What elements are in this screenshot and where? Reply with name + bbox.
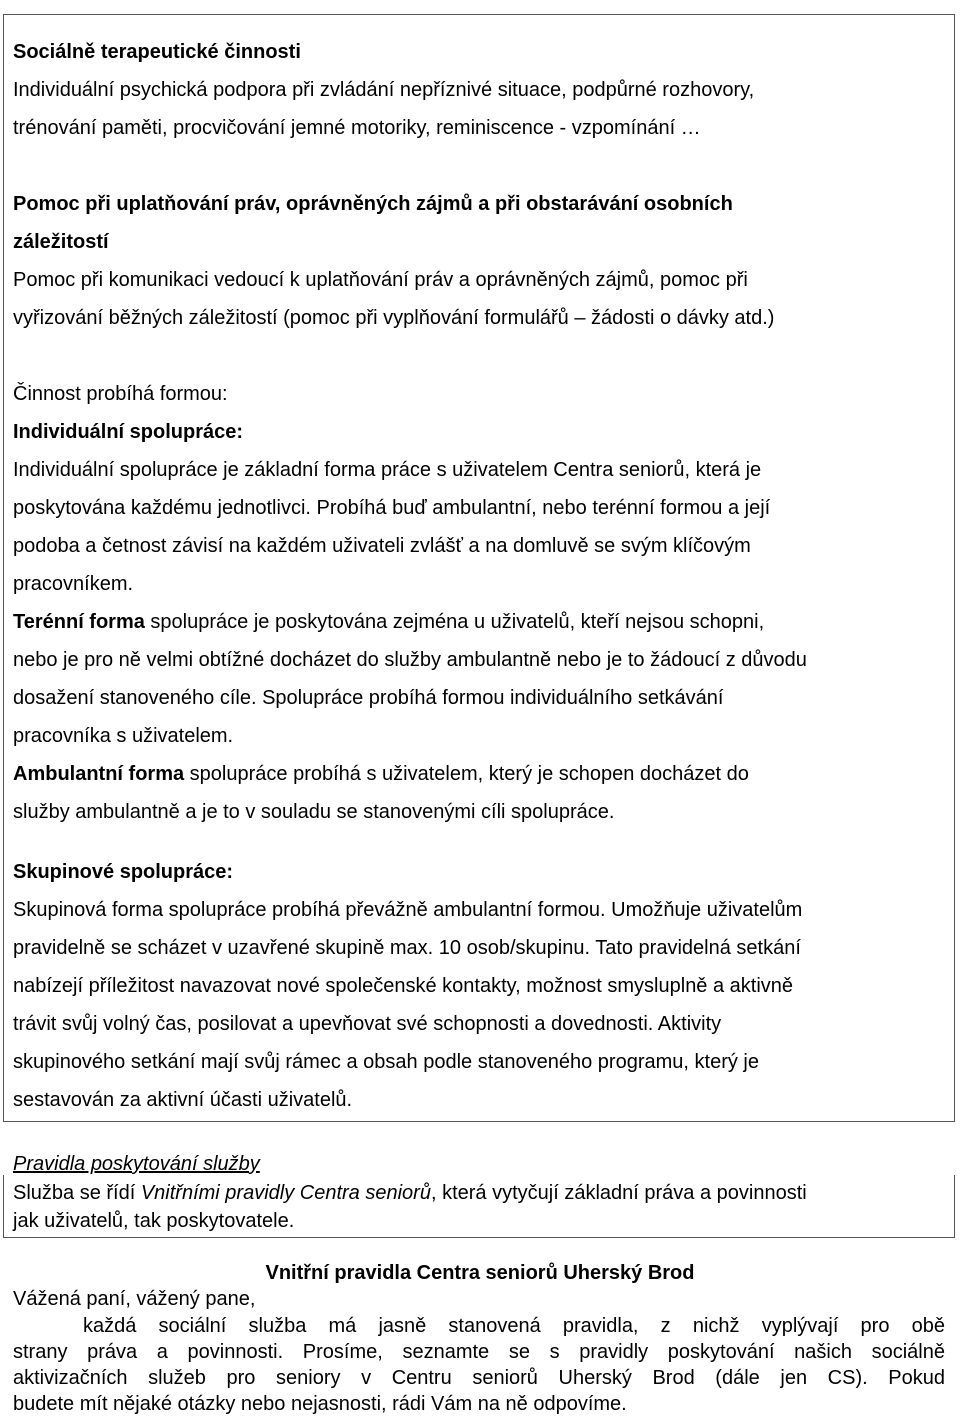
text-line: pracovníka s uživatelem. <box>13 725 234 747</box>
text-line: trénování paměti, procvičování jemné motoriky, reminiscence - vzpomínání … <box>13 117 701 139</box>
text-line: skupinového setkání mají svůj rámec a obsah podle stanoveného programu, který je <box>13 1051 759 1073</box>
section-rights-assistance <box>13 185 933 337</box>
text-line: jak uživatelů, tak poskytovatele. <box>13 1210 295 1232</box>
text-line: Skupinová forma spolupráce probíhá převážně ambulantní formou. Umožňuje uživatelům <box>13 899 803 921</box>
text-line <box>13 1179 933 1207</box>
text-line: nabízejí příležitost navazovat nové společenské kontakty, možnost smysluplně a aktivně <box>13 975 794 997</box>
rules-title: Pravidla poskytování služby <box>13 1153 260 1175</box>
terrain-form-line <box>13 603 933 641</box>
internal-rules-heading: Vnitřní pravidla Centra seniorů Uherský Brod <box>265 1262 695 1284</box>
text-line: nebo je pro ně velmi obtížné docházet do služby ambulantně nebo je to žádoucí z důvodu <box>13 649 807 671</box>
section-heading: Sociálně terapeutické činnosti <box>13 41 301 63</box>
text-line: sestavován za aktivní účasti uživatelů. <box>13 1089 353 1111</box>
rules-text <box>13 1179 933 1235</box>
ambulant-form-line <box>13 755 933 793</box>
greeting: Vážená paní, vážený pane, <box>13 1288 256 1310</box>
section-heading: Individuální spolupráce: <box>13 421 244 443</box>
text-line: vyřizování běžných záležitostí (pomoc při vyplňování formulářů – žádosti o dávky atd.) <box>13 307 775 329</box>
internal-rules-paragraph <box>13 1313 945 1417</box>
term-bold: Ambulantní forma <box>13 763 185 785</box>
text-line: podoba a četnost závisí na každém uživateli zvlášť a na domluvě se svým klíčovým <box>13 535 751 557</box>
text-line: budete mít nějaké otázky nebo nejasnosti, rádi Vám na ně odpovíme. <box>13 1393 627 1415</box>
text-line: Pomoc při komunikaci vedoucí k uplatňování práv a oprávněných zájmů, pomoc při <box>13 269 748 291</box>
section-group-cooperation <box>13 853 933 1119</box>
text-line: Individuální spolupráce je základní forma práce s uživatelem Centra seniorů, která je <box>13 459 762 481</box>
text-line: trávit svůj volný čas, posilovat a upevňovat své schopnosti a dovednosti. Aktivity <box>13 1013 722 1035</box>
text-line: dosažení stanoveného cíle. Spolupráce probíhá formou individuálního setkávání <box>13 687 724 709</box>
intro-text: Činnost probíhá formou: <box>13 383 228 405</box>
text-span: spolupráce je poskytována zejména u uživatelů, kteří nejsou schopni, <box>144 611 765 633</box>
section-heading-cont: záležitostí <box>13 231 109 253</box>
text-line: každá sociální služba má jasně stanovená pravidla, z nichž vyplývají pro obě <box>83 1315 945 1337</box>
section-social-therapeutic <box>13 33 933 147</box>
text-span: spolupráce probíhá s uživatelem, který je schopen docházet do <box>184 763 749 785</box>
text-span: Služba se řídí <box>13 1182 141 1204</box>
section-heading: Pomoc při uplatňování práv, oprávněných zájmů a při obstarávání osobních <box>13 193 733 215</box>
text-line: služby ambulantně a je to v souladu se stanovenými cíli spolupráce. <box>13 801 615 823</box>
section-individual-cooperation <box>13 375 933 831</box>
text-span: , která vytyčují základní práva a povinnosti <box>430 1182 807 1204</box>
text-line: aktivizačních služeb pro seniory v Centru seniorů Uherský Brod (dále jen CS). Pokud <box>13 1367 945 1389</box>
text-line: Individuální psychická podpora při zvládání nepříznivé situace, podpůrné rozhovory, <box>13 79 755 101</box>
italic-term: Vnitřními pravidly Centra seniorů <box>140 1182 431 1204</box>
text-line: poskytována každému jednotlivci. Probíhá buď ambulantní, nebo terénní formou a její <box>13 497 771 519</box>
term-bold: Terénní forma <box>13 611 145 633</box>
text-line: pracovníkem. <box>13 573 134 595</box>
text-line: pravidelně se scházet v uzavřené skupině max. 10 osob/skupinu. Tato pravidelná setkání <box>13 937 801 959</box>
text-line: strany práva a povinnosti. Prosíme, seznamte se s pravidly poskytování našich sociálně <box>13 1341 945 1363</box>
section-heading: Skupinové spolupráce: <box>13 861 234 883</box>
